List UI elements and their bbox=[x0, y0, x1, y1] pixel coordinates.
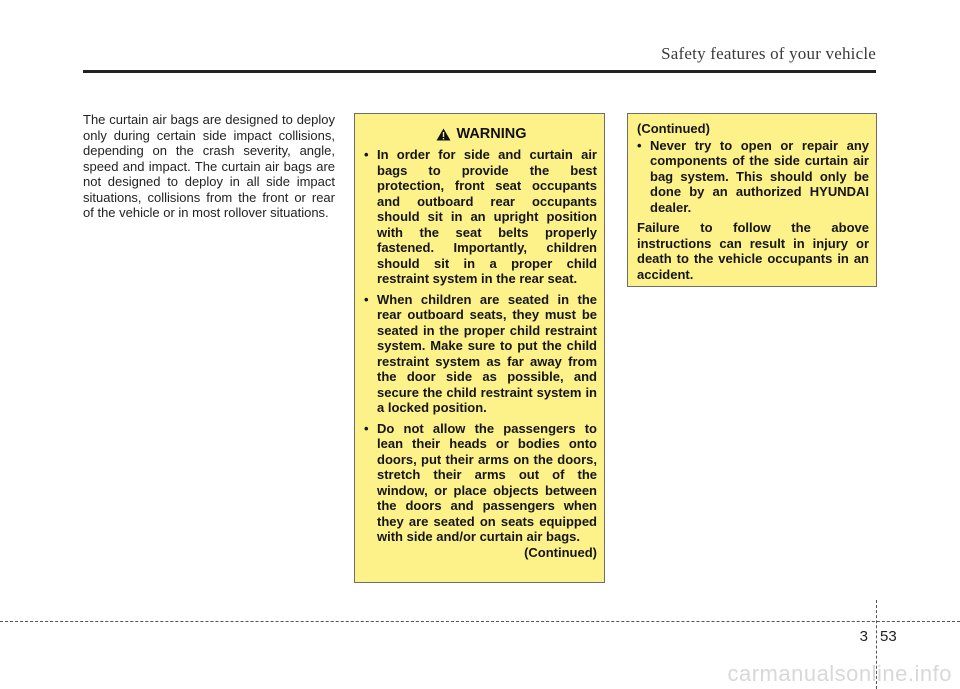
watermark: carmanualsonline.info bbox=[727, 661, 952, 686]
warning-item: • In order for side and curtain air bags to provide the best protection, front seat occupants and outboard rear occupants should sit in an upright position with the seat belts properly fastened. Importantly, children should sit in a proper child restraint system in the rear seat. bbox=[364, 147, 597, 287]
warning-item: • Do not allow the passengers to lean their heads or bodies onto doors, put their arms on the doors, stretch their arms out of the window, or place objects between the doors and passengers when they are seated on seats equipped with side and/or curtain air bags. bbox=[364, 421, 597, 545]
chapter-number: 3 bbox=[859, 628, 868, 645]
continued-list bbox=[637, 138, 869, 216]
warning-title: WARNING bbox=[456, 126, 527, 142]
page-header-title: Safety features of your vehicle bbox=[661, 44, 876, 63]
warning-heading bbox=[366, 126, 597, 142]
continued-box bbox=[627, 113, 877, 287]
continued-paragraph: Failure to follow the above instructions can result in injury or death to the vehicle occupants in an accident. bbox=[637, 220, 869, 282]
warning-item: • When children are seated in the rear outboard seats, they must be seated in the proper child restraint system. Make sure to put the child restraint system as far away from the door side as possible, and secure the child restraint system in a locked position. bbox=[364, 292, 597, 416]
warning-item: • Never try to open or repair any components of the side curtain air bag system. This should only be done by an authorized HYUNDAI dealer. bbox=[637, 138, 869, 216]
warning-triangle-icon bbox=[436, 128, 451, 141]
continued-label: (Continued) bbox=[637, 121, 710, 136]
body-paragraph: The curtain air bags are designed to deploy only during certain side impact collisions, depending on the crash severity, angle, speed and impact. The curtain air bags are not designed to deploy in all side impact situations, collisions from the front or rear of the vehicle or in most rollover situations. bbox=[83, 112, 335, 220]
warning-box bbox=[354, 113, 605, 583]
header-rule bbox=[83, 70, 876, 73]
continued-note: (Continued) bbox=[524, 544, 597, 560]
warning-list bbox=[364, 147, 597, 545]
footer-rule bbox=[0, 621, 960, 622]
page-number: 53 bbox=[880, 628, 897, 645]
